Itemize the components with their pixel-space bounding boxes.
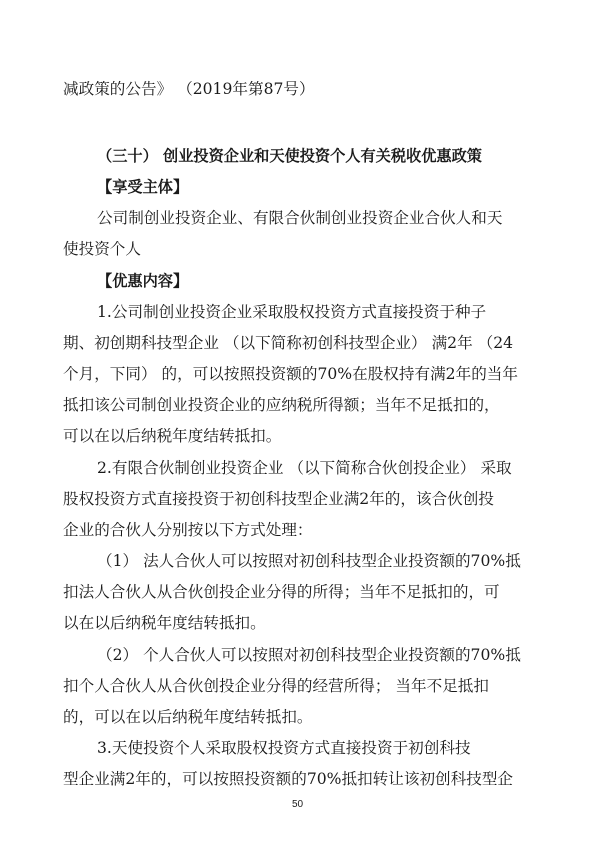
- text-line: 3.天使投资个人采取股权投资方式直接投资于初创科技: [97, 739, 471, 757]
- text-line: 型企业满2年的，可以按照投资额的70%抵扣转让该初创科技型企: [63, 770, 514, 788]
- text-line: 可以在以后纳税年度结转抵扣。: [63, 427, 282, 445]
- text-line: 个月，下同） 的，可以按照投资额的70%在股权持有满2年的当年: [63, 365, 518, 383]
- text-line: 期、初创期科技型企业 （以下简称初创科技型企业） 满2年 （24: [63, 334, 514, 352]
- section-heading: （三十） 创业投资企业和天使投资个人有关税收优惠政策: [97, 147, 482, 165]
- text-line: 1.公司制创业投资企业采取股权投资方式直接投资于种子: [97, 303, 487, 321]
- text-line: 扣法人合伙人从合伙创投企业分得的所得；当年不足抵扣的，可: [63, 583, 500, 601]
- text-line: （1） 法人合伙人可以按照对初创科技型企业投资额的70%抵: [97, 552, 521, 570]
- text-line: 企业的合伙人分别按以下方式处理：: [63, 521, 313, 539]
- text-line: 2.有限合伙制创业投资企业 （以下简称合伙创投企业） 采取: [97, 459, 512, 477]
- subheading-beneficiary: 【享受主体】: [97, 178, 189, 196]
- page-number: 50: [291, 799, 304, 810]
- text-line-notice-ref: 减政策的公告》 （2019年第87号）: [63, 80, 315, 98]
- subheading-content: 【优惠内容】: [97, 272, 189, 290]
- text-line: 抵扣该公司制创业投资企业的应纳税所得额；当年不足抵扣的，: [63, 396, 500, 414]
- text-line: （2） 个人合伙人可以按照对初创科技型企业投资额的70%抵: [97, 646, 521, 664]
- text-line: 扣个人合伙人从合伙创投企业分得的经营所得； 当年不足抵扣: [63, 677, 489, 695]
- text-line: 股权投资方式直接投资于初创科技型企业满2年的，该合伙创投: [63, 490, 494, 508]
- text-line: 以在以后纳税年度结转抵扣。: [63, 614, 266, 632]
- text-line: 公司制创业投资企业、有限合伙制创业投资企业合伙人和天: [97, 209, 503, 227]
- text-line: 使投资个人: [63, 240, 141, 258]
- text-line: 的，可以在以后纳税年度结转抵扣。: [63, 708, 313, 726]
